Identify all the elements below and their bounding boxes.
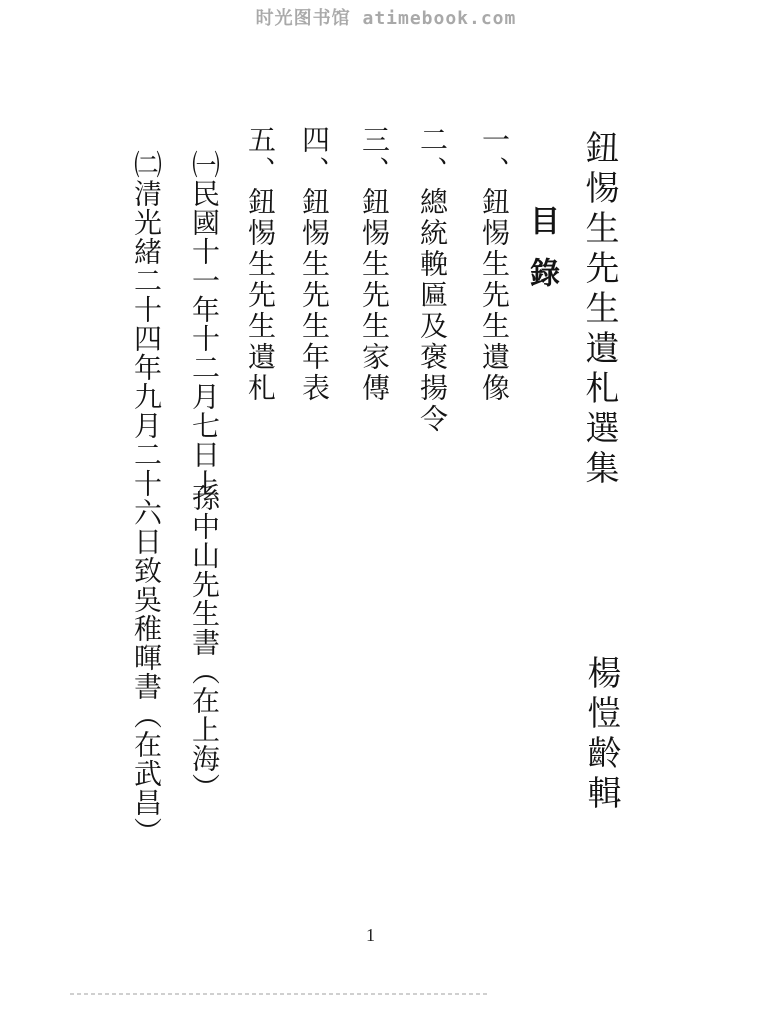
toc-item-3: 三、鈕惕生先生家傳 bbox=[358, 125, 391, 404]
toc-item-5: 五、鈕惕生先生遺札 bbox=[244, 125, 277, 404]
toc-item-2: 二、總統輓匾及褒揚令 bbox=[416, 125, 449, 435]
toc-heading: 目錄 bbox=[524, 205, 559, 309]
toc-subitem-1-part-2: 孫中山先生書︵在上海︶ bbox=[188, 483, 221, 802]
watermark-text: 时光图书馆 atimebook.com bbox=[255, 8, 517, 29]
toc-item-1: 一、鈕惕生先生遺像 bbox=[478, 125, 511, 404]
toc-subitem-1-part-1: ㈠民國十一年十二月七日上 bbox=[188, 150, 221, 498]
scan-artifact-line bbox=[70, 993, 490, 995]
book-editor: 楊愷齡輯 bbox=[581, 655, 621, 815]
page-number: 1 bbox=[366, 925, 375, 945]
book-title: 鈕惕生先生遺札選集 bbox=[579, 130, 619, 490]
toc-subitem-2: ㈡清光緒二十四年九月二十六日致吳稚暉書︵在武昌︶ bbox=[130, 150, 163, 846]
toc-item-4: 四、鈕惕生先生年表 bbox=[298, 125, 331, 404]
